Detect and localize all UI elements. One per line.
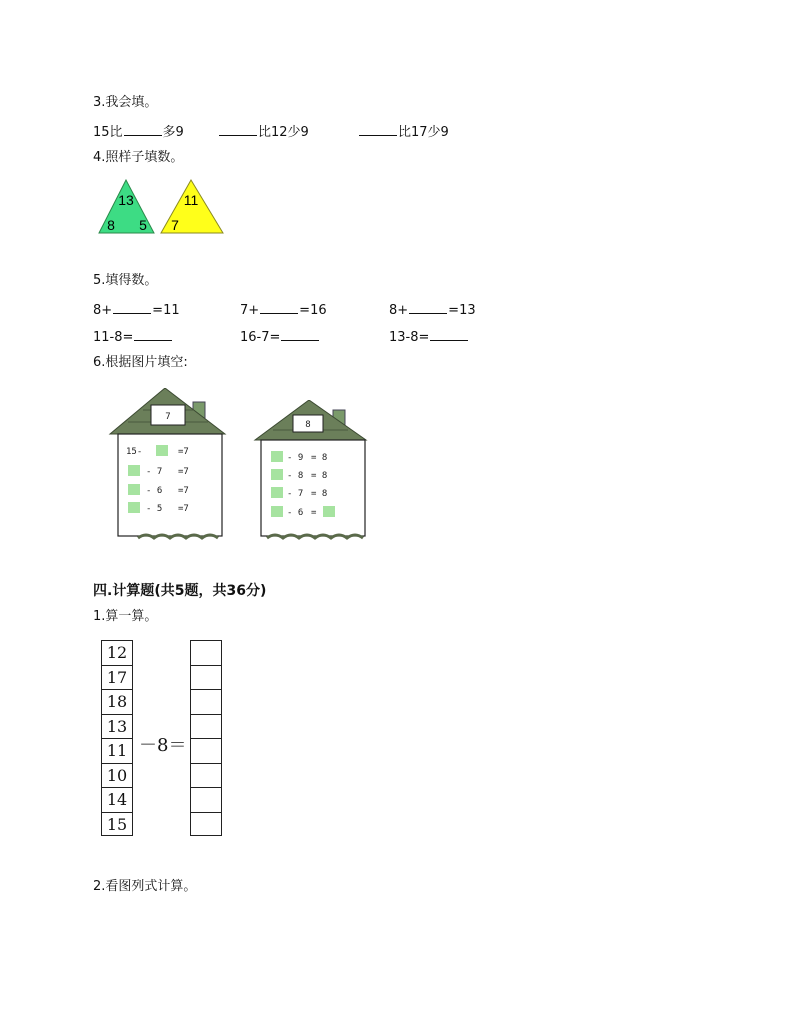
svg-text:=7: =7	[178, 447, 189, 457]
house-2	[253, 400, 378, 545]
answer-cell[interactable]	[190, 689, 222, 714]
q5-eq-2: 7+ =16	[240, 303, 327, 318]
triangle-2-top: 11	[183, 192, 199, 208]
answer-blank[interactable]	[134, 328, 172, 341]
answer-blank[interactable]	[281, 328, 319, 341]
q3-item-1	[93, 123, 184, 141]
q6-title: 6.根据图片填空:	[93, 355, 188, 370]
answer-box[interactable]	[271, 469, 283, 480]
answer-blank[interactable]	[430, 328, 468, 341]
answer-cell[interactable]	[190, 787, 222, 812]
triangle-1-right: 5	[139, 217, 147, 233]
q5-eq-6: 13-8=	[389, 328, 469, 346]
answer-box[interactable]	[128, 465, 140, 476]
answer-box[interactable]	[128, 484, 140, 495]
triangle-1-left: 8	[107, 217, 115, 233]
triangle-1-top: 13	[118, 192, 134, 208]
svg-text:- 7: - 7	[146, 467, 163, 477]
answer-blank[interactable]	[260, 301, 298, 314]
answer-box[interactable]	[323, 506, 335, 517]
svg-text:=7: =7	[178, 467, 189, 477]
answer-cell[interactable]	[190, 714, 222, 739]
house-2-sign: 8	[305, 420, 311, 430]
calc-q2-title: 2.看图列式计算。	[93, 879, 197, 894]
house-1	[108, 388, 240, 543]
svg-text:=: =	[311, 508, 317, 518]
svg-text:- 6: - 6	[287, 508, 304, 518]
minuend-cell: 18	[101, 689, 133, 714]
svg-text:=7: =7	[178, 486, 189, 496]
answer-box[interactable]	[156, 445, 168, 456]
answer-blank[interactable]	[359, 123, 397, 136]
svg-text:- 6: - 6	[146, 486, 163, 496]
q5-title: 5.填得数。	[93, 273, 158, 288]
answer-box[interactable]	[271, 506, 283, 517]
minuend-cell: 13	[101, 714, 133, 739]
svg-text:=7: =7	[178, 504, 189, 514]
svg-text:- 9: - 9	[287, 453, 304, 463]
q4-title: 4.照样子填数。	[93, 150, 184, 165]
calc-q1-title: 1.算一算。	[93, 609, 158, 624]
q5-eq-4: 11-8=	[93, 328, 173, 346]
q3-item-3-post: 比17少9	[398, 125, 449, 140]
svg-text:15-: 15-	[126, 447, 143, 457]
svg-text:- 7: - 7	[287, 489, 304, 499]
operator-minus-8-equals: －8＝	[139, 735, 187, 756]
answer-cell[interactable]	[190, 812, 222, 837]
triangles-figure	[98, 178, 228, 236]
svg-text:- 5: - 5	[146, 504, 163, 514]
answer-cell[interactable]	[190, 738, 222, 763]
answer-blank[interactable]	[113, 301, 151, 314]
q3-item-2	[218, 123, 309, 141]
q5-eq-5: 16-7=	[240, 328, 320, 346]
minuend-cell: 10	[101, 763, 133, 788]
svg-text:= 8: = 8	[311, 471, 328, 481]
svg-text:= 8: = 8	[311, 489, 328, 499]
answer-box[interactable]	[271, 451, 283, 462]
answer-blank[interactable]	[219, 123, 257, 136]
q3-item-2-post: 比12少9	[258, 125, 309, 140]
q3-item-1-post: 多9	[162, 125, 184, 140]
answer-blank[interactable]	[409, 301, 447, 314]
triangle-2-left: 7	[171, 217, 179, 233]
q5-eq-1: 8+ =11	[93, 303, 180, 318]
svg-text:- 8: - 8	[287, 471, 304, 481]
minuend-cell: 15	[101, 812, 133, 837]
minuend-cell: 11	[101, 738, 133, 763]
answer-cell[interactable]	[190, 640, 222, 665]
q3-item-3	[358, 123, 449, 141]
minuend-cell: 14	[101, 787, 133, 812]
answer-cell[interactable]	[190, 763, 222, 788]
svg-text:= 8: = 8	[311, 453, 328, 463]
answer-box[interactable]	[271, 487, 283, 498]
answer-blank[interactable]	[124, 123, 162, 136]
answer-cell[interactable]	[190, 665, 222, 690]
answer-box[interactable]	[128, 502, 140, 513]
q3-title: 3.我会填。	[93, 95, 158, 110]
minuend-cell: 17	[101, 665, 133, 690]
answer-column	[190, 640, 222, 836]
q3-item-1-pre: 15比	[93, 125, 123, 140]
section-4-heading: 四.计算题(共5题，共36分)	[93, 583, 267, 599]
minuend-column	[101, 640, 133, 836]
q5-eq-3: 8+ =13	[389, 303, 476, 318]
minuend-cell: 12	[101, 640, 133, 665]
house-1-sign: 7	[165, 412, 171, 422]
